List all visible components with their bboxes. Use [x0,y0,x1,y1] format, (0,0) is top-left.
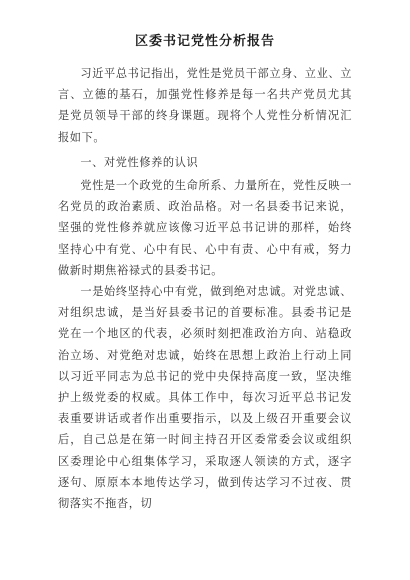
body-paragraph: 一是始终坚持心中有党，做到绝对忠诚。对党忠诚、对组织忠诚，是当好县委书记的首要标准。县委书记是党在一个地区的代表，必须时刻把准政治方向、站稳政治立场、对党绝对忠诚，始终在思想上政治上行动上同以习近平同志为总书记的党中央保持高度一致，坚决维护上级党委的权威。具体工作中，每次习近平总书记发表重要讲话或者作出重要指示，以及上级召开重要会议后，自己总是在第一时间主持召开区委常委会议或组织区委理论中心组集体学习，采取逐人领读的方式，逐字逐句、原原本本地传达学习，做到传达学习不过夜、贯彻落实不拖沓，切 [58,285,352,511]
body-paragraph: 党性是一个政党的生命所系、力量所在，党性反映一名党员的政治素质、政治品格。对一名县委书记来说，坚强的党性修养就应该像习近平总书记讲的那样，始终坚持心中有党、心中有民、心中有责、心中有戒，努力做新时期焦裕禄式的县委书记。 [58,179,352,277]
section-heading: 一、对党性修养的认识 [80,155,199,169]
document-title: 区委书记党性分析报告 [134,34,275,49]
intro-paragraph: 习近平总书记指出，党性是党员干部立身、立业、立言、立德的基石，加强党性修养是每一名共产党员尤其是党员领导干部的终身课题。现将个人党性分析情况汇报如下。 [58,67,352,144]
